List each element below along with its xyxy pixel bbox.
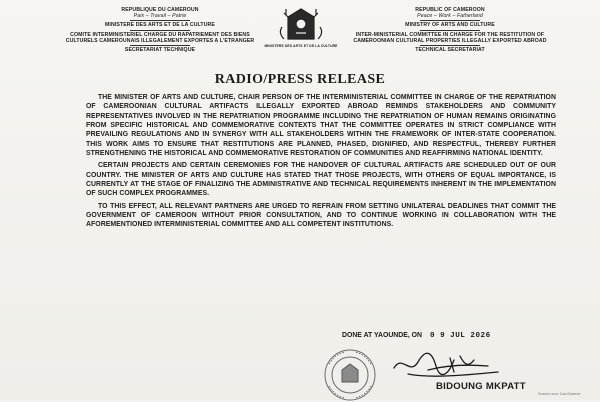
emblem-caption: MINISTERE DES ARTS ET DE LA CULTURE xyxy=(264,44,338,48)
paragraph-1: THE MINISTER OF ARTS AND CULTURE, CHAIR PERSON OF THE INTERMINISTERIAL COMMITTEE IN CHARGE OF THE REPATRIATION OF CAMEROONIAN CULTURAL ARTIFACTS ILLEGALLY EXPORTED ABROAD REMINDS STAKEHOLDERS AND COMMUNITY REPRESENTATIVES INVOLVED IN THE REPATRIATION PROGRAMME INCLUDING THE REPATRIATION OF HUMAN REMAINS ORIGINATING FROM SPECIFIC HISTORICAL AND COMMEMORATIVE CONTEXTS THAT THE COMMITTEE OPERATES IN STRICT COMPLIANCE WITH PREVAILING REGULATIONS AND IN SYNERGY WITH ALL STAKEHOLDERS WITHIN THE FRAMEWORK OF INTER-STATE COOPERATION. THIS WORK AIMS TO ENSURE THAT RESTITUTIONS ARE PLANNED, PHASED, DIGNIFIED, AND RESPECTFUL, THEREBY FURTHER STRENGTHENING THE HISTORICAL AND COMMEMORATIVE RESTORATION OF COMMUNITIES AND REAFFIRMING NATIONAL IDENTITY. xyxy=(86,94,556,158)
header-left-committee: COMITE INTERMINISTERIEL CHARGE DU RAPATRIEMENT DES BIENS CULTURELS CAMEROUNAIS ILLEGALEMENT EXPORTES A L'ETRANGER xyxy=(65,31,255,44)
header-right xyxy=(345,7,555,53)
done-at-line xyxy=(342,332,491,340)
done-at-label: DONE AT YAOUNDE, ON xyxy=(342,332,423,339)
scanner-watermark: Scanné avec CamScanner xyxy=(538,392,581,396)
header-left-motto: Paix – Travail – Patrie xyxy=(133,13,187,20)
date-stamp: 0 9 JUL 2026 xyxy=(429,332,491,340)
header-right-ministry: MINISTRY OF ARTS AND CULTURE xyxy=(405,22,495,29)
release-body xyxy=(86,93,556,233)
header-right-motto: Peace – Work – Fatherland xyxy=(417,13,483,20)
paragraph-2: CERTAIN PROJECTS AND CERTAIN CEREMONIES FOR THE HANDOVER OF CULTURAL ARTIFACTS ARE SCHEDULED OUT OF OUR COUNTRY. THE MINISTER OF ARTS AND CULTURE HAS STATED THAT THOSE PROJECTS, WITH OTHERS OF EQUAL IMPORTANCE, IS CURRENTLY AT THE STAGE OF FINALIZING THE ADMINISTRATIVE AND TECHNICAL REQUIREMENTS INHERENT IN THE IMPLEMENTATION OF SUCH COMPLEX PROGRAMMES. xyxy=(86,162,556,198)
signer-name: BIDOUNG MKPATT xyxy=(436,381,526,392)
handwritten-signature xyxy=(388,346,508,384)
header-left-secretariat: SECRETARIAT TECHNIQUE xyxy=(124,47,196,54)
official-seal xyxy=(315,344,385,402)
paragraph-3: TO THIS EFFECT, ALL RELEVANT PARTNERS ARE URGED TO REFRAIN FROM SETTING UNILATERAL DEADLINES THAT COMMIT THE GOVERNMENT OF CAMEROON WITHOUT PRIOR CONSULTATION, AND TO CONTINUE WORKING IN COLLABORATION WITH THE AFOREMENTIONED INTERMINISTERIAL COMMITTEE AND ALL COMPETENT INSTITUTIONS. xyxy=(86,202,556,229)
header-right-country: REPUBLIC OF CAMEROON xyxy=(415,7,485,13)
header-right-divider-3 xyxy=(420,45,480,46)
ministry-emblem xyxy=(268,3,334,73)
header-right-divider xyxy=(420,20,480,21)
header-left-divider-2 xyxy=(130,30,190,31)
document-title: RADIO/PRESS RELEASE xyxy=(214,72,386,87)
header-left xyxy=(55,7,265,53)
header-left-ministry: MINISTERE DES ARTS ET DE LA CULTURE xyxy=(105,22,215,29)
header-right-secretariat: TECHNICAL SECRETARIAT xyxy=(415,47,485,54)
header-left-country: REPUBLIQUE DU CAMEROUN xyxy=(121,7,199,13)
header-right-divider-2 xyxy=(420,30,480,31)
header-right-committee: INTER-MINISTERIAL COMMITTEE IN CHARGE FOR THE RESTITUTION OF CAMEROONIAN CULTURAL PROPERTIES ILLEGALLY EXPORTED ABROAD xyxy=(353,31,547,44)
header-left-divider xyxy=(130,20,190,21)
header-left-divider-3 xyxy=(130,45,190,46)
